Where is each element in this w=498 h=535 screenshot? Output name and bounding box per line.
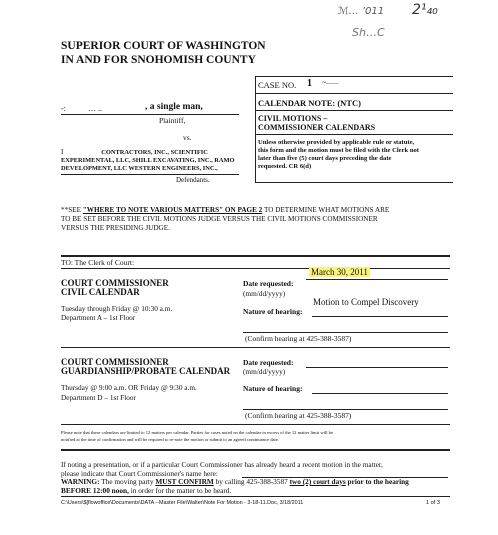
- case-no-redacted: ~‒‒‒: [322, 78, 339, 87]
- nature-of-hearing-label: Nature of hearing:: [243, 307, 303, 316]
- calendar-note-title: CALENDAR NOTE: (NTC): [258, 98, 361, 108]
- civil-calendar-title2: CIVIL CALENDAR: [61, 287, 140, 297]
- case-no-value: 1: [307, 78, 312, 89]
- warning-line2: [61, 486, 231, 495]
- guardianship-calendar-title2: GUARDIANSHIP/PROBATE CALENDAR: [61, 366, 231, 376]
- defendants-line1: CONTRACTORS, INC., SCIENTIFIC: [100, 149, 208, 156]
- calendar-limit-note-line2: notified at the time of confirmation and will be required to re-note the motion or submit to an agreed continuance date.: [61, 437, 280, 442]
- date-format-hint: (mm/dd/yyyy): [243, 289, 286, 298]
- date-requested-value[interactable]: March 30, 2011: [311, 267, 368, 277]
- date-requested-label: Date requested:: [243, 279, 294, 288]
- warning-text-b: by calling 425-388-3587: [213, 477, 290, 486]
- filing-note-line4: requested. CR 6(d): [258, 163, 312, 170]
- page-number: 1 of 3: [426, 500, 440, 506]
- civil-motions-heading: CIVIL MOTIONS –: [258, 114, 328, 123]
- plaintiff-label: Plaintiff,: [159, 116, 186, 125]
- see-mid: TO DETERMINE WHAT MOTIONS ARE: [262, 206, 390, 214]
- guardianship-calendar-schedule: Thursday @ 9:00 a.m. OR Friday @ 9:30 a.m.: [61, 383, 197, 392]
- case-no-label: CASE NO.: [258, 80, 297, 90]
- court-name-line2: IN AND FOR SNOHOMISH COUNTY: [61, 54, 256, 66]
- presentation-note-line2: please indicate that Court Commissioner's name here:: [61, 469, 218, 478]
- defendant-mark: I: [61, 148, 64, 156]
- civil-calendar-department: Department A – 1st Floor: [61, 313, 136, 322]
- see-prefix: **SEE: [61, 206, 81, 214]
- guardianship-nature-label: Nature of hearing:: [243, 384, 303, 393]
- filing-note-line3: later than five (5) court days preceding the date: [258, 155, 392, 162]
- plaintiff-description: , a single man,: [145, 102, 203, 112]
- guardianship-date-label: Date requested:: [243, 358, 294, 367]
- court-name-line1: SUPERIOR COURT OF WASHINGTON: [61, 40, 266, 52]
- defendants-label: Defendants.: [176, 176, 210, 184]
- civil-calendar-schedule: Tuesday through Friday @ 10:30 a.m.: [61, 304, 173, 313]
- filing-note-line1: Unless otherwise provided by applicable rule or statute,: [258, 139, 415, 146]
- versus: vs.: [183, 133, 192, 142]
- see-note-line1: [61, 206, 389, 214]
- plaintiff-redacted: … ..: [88, 104, 102, 113]
- stamp-bottom: Sh…C: [352, 26, 385, 39]
- warning-text-c: prior to the hearing: [345, 477, 409, 486]
- warning-label: WARNING:: [61, 477, 100, 486]
- warning-deadline: BEFORE 12:00 noon,: [61, 486, 129, 495]
- civil-confirm-hearing: (Confirm hearing at 425-388-3587): [245, 334, 352, 343]
- guardianship-calendar-department: Department D – 1st Floor: [61, 393, 136, 402]
- defendants-line2: EXPERIMENTAL, LLC, SHILL EXCAVATING, INC., RAMO: [61, 157, 235, 164]
- warning-two-days: two (2) court days: [289, 477, 346, 486]
- warning-line1: [61, 477, 409, 486]
- commissioner-calendars-heading: COMMISSIONER CALENDARS: [258, 123, 376, 132]
- document-path: C:\Users\$[flowoffice\Documents\DATA --Master File\Walter\Note For Motion - 3-18-11.Doc, 3/18/2011: [61, 500, 304, 506]
- to-clerk: TO: The Clerk of Court:: [61, 258, 135, 267]
- plaintiff-prefix: -:: [61, 104, 66, 113]
- received-stamp-top: ℳ… ’011: [338, 6, 385, 17]
- warning-text-a: The moving party: [99, 477, 156, 486]
- nature-of-hearing-value[interactable]: Motion to Compel Discovery: [313, 297, 419, 307]
- filing-note-line2: this form and the motion must be filed with the Clerk not: [258, 147, 419, 154]
- presentation-note-line1: If noting a presentation, or if a particular Court Commissioner has already heard a recent motion in the matter,: [61, 460, 383, 469]
- defendants-line3: DEVELOPMENT, LLC WESTERN ENGINEERS, INC.,: [61, 165, 218, 172]
- guardianship-date-format: (mm/dd/yyyy): [243, 367, 286, 376]
- where-to-note-link[interactable]: "WHERE TO NOTE VARIOUS MATTERS" ON PAGE 2: [82, 206, 263, 214]
- warning-must-confirm: MUST CONFIRM: [155, 477, 214, 486]
- see-note-line2: TO BE SET BEFORE THE CIVIL MOTIONS JUDGE VERSUS THE CIVIL MOTIONS COMMISSIONER: [61, 215, 378, 223]
- see-note-line3: VERSUS THE PRESIDING JUDGE.: [61, 224, 170, 232]
- guardianship-calendar-title1: COURT COMMISSIONER: [61, 357, 169, 367]
- civil-calendar-title1: COURT COMMISSIONER: [61, 278, 169, 288]
- guardianship-confirm-hearing: (Confirm hearing at 425-388-3587): [245, 411, 352, 420]
- warning-text-d: in order for the matter to be heard.: [128, 486, 232, 495]
- stamp-number: 2¹₄₀: [412, 2, 438, 18]
- calendar-limit-note-line1: Please note that these calendars are limited to 12 matters per calendar. Parties for cases noted on the calendar in excess of the 12 matter limit will be: [61, 430, 333, 435]
